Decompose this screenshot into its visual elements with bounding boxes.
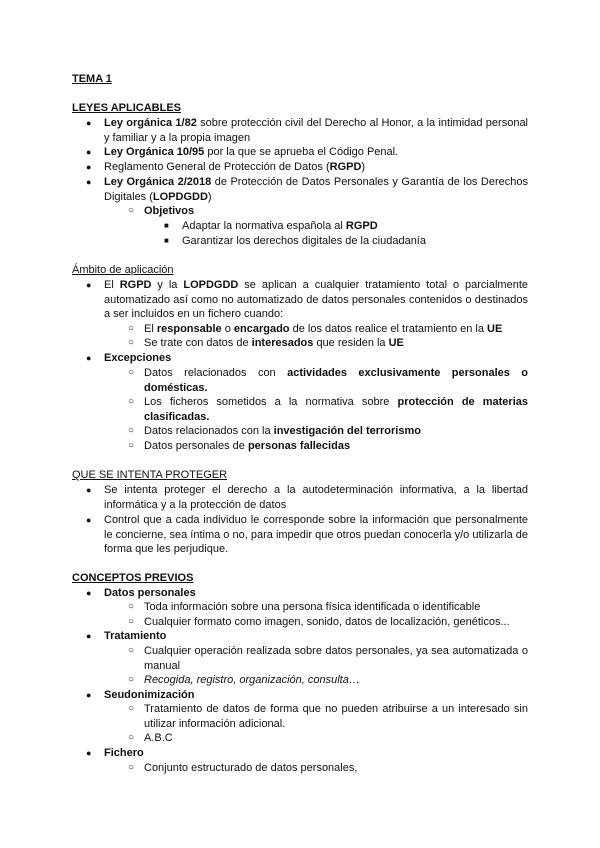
bullet-dot-icon: ● [86, 280, 92, 290]
concepto-item: Recogida, registro, organización, consulta… [144, 674, 360, 686]
bullet-dot-icon: ● [86, 353, 92, 363]
bullet-dot-icon: ● [86, 631, 92, 641]
excepcion-item: Datos relacionados con la investigación del terrorismo [144, 425, 421, 437]
seudonimizacion-label: Seudonimización [104, 689, 195, 701]
objetivo-item: Adaptar la normativa española al RGPD [182, 220, 378, 232]
bullet-circle-icon: ○ [128, 396, 135, 407]
concepto-item: Tratamiento de datos de forma que no pueden atribuirse a un interesado sin utilizar información adicional. [144, 703, 528, 730]
bullet-dot-icon: ● [86, 147, 92, 157]
excepciones-label: Excepciones [104, 352, 172, 364]
bullet-circle-icon: ○ [128, 425, 135, 436]
proteger-item: Control que a cada individuo le corresponde sobre la información que personalmente le concierne, sea íntima o no, para impedir que otros puedan conocerla y/o utilizarla de forma que les perjudique. [104, 514, 528, 555]
bullet-dot-icon: ● [86, 588, 92, 598]
bullet-dot-icon: ● [86, 118, 92, 128]
bullet-circle-icon: ○ [128, 323, 135, 334]
concepto-item: Toda información sobre una persona física identificada o identificable [144, 601, 481, 613]
tema-title: TEMA 1 [72, 73, 112, 85]
ambito-main-item: El RGPD y la LOPDGDD se aplican a cualquier tratamiento total o parcialmente automatizado así como no automatizado de datos personales contenidos o destinados a ser incluidos en un fichero cuando: [104, 279, 528, 320]
tratamiento-label: Tratamiento [104, 630, 167, 642]
bullet-circle-icon: ○ [128, 337, 135, 348]
rgpd-item: Reglamento General de Protección de Datos (RGPD) [104, 161, 366, 173]
bullet-square-icon: ■ [164, 236, 169, 245]
bullet-dot-icon: ● [86, 485, 92, 495]
objetivo-item: Garantizar los derechos digitales de la ciudadanía [182, 235, 426, 247]
concepto-item: Cualquier formato como imagen, sonido, datos de localización, genéticos... [144, 616, 510, 628]
fichero-label: Fichero [104, 747, 144, 759]
bullet-circle-icon: ○ [128, 440, 135, 451]
bullet-square-icon: ■ [164, 221, 169, 230]
bullet-circle-icon: ○ [128, 205, 135, 216]
bullet-dot-icon: ● [86, 177, 92, 187]
bullet-circle-icon: ○ [128, 732, 135, 743]
conceptos-heading: CONCEPTOS PREVIOS [72, 572, 194, 584]
bullet-circle-icon: ○ [128, 762, 135, 773]
bullet-circle-icon: ○ [128, 601, 135, 612]
bullet-circle-icon: ○ [128, 367, 135, 378]
proteger-item: Se intenta proteger el derecho a la autodeterminación informativa, a la libertad informática y a la protección de datos [104, 484, 528, 511]
bullet-dot-icon: ● [86, 748, 92, 758]
excepcion-item: Los ficheros sometidos a la normativa sobre protección de materias clasificadas. [144, 396, 528, 423]
bullet-circle-icon: ○ [128, 616, 135, 627]
bullet-dot-icon: ● [86, 162, 92, 172]
bullet-dot-icon: ● [86, 690, 92, 700]
bullet-dot-icon: ● [86, 515, 92, 525]
ley-1-82-item: Ley orgánica 1/82 sobre protección civil del Derecho al Honor, a la intimidad personal y familiar y a la propia imagen [104, 117, 529, 144]
ambito-sub-item: El responsable o encargado de los datos realice el tratamiento en la UE [144, 323, 503, 335]
leyes-heading: LEYES APLICABLES [72, 102, 181, 114]
concepto-item: Conjunto estructurado de datos personales, [144, 762, 358, 774]
lopdgdd-item: Ley Orgánica 2/2018 de Protección de Datos Personales y Garantía de los Derechos Digitales (LOPDGDD) [104, 176, 528, 203]
bullet-circle-icon: ○ [128, 674, 135, 685]
ley-10-95-item: Ley Orgánica 10/95 por la que se aprueba el Código Penal. [104, 146, 399, 158]
bullet-circle-icon: ○ [128, 645, 135, 656]
objetivos-label: Objetivos [144, 205, 195, 217]
ambito-heading: Ámbito de aplicación [72, 264, 174, 276]
proteger-heading: QUE SE INTENTA PROTEGER [72, 469, 228, 481]
bullet-circle-icon: ○ [128, 703, 135, 714]
ambito-sub-item: Se trate con datos de interesados que residen la UE [144, 337, 404, 349]
excepcion-item: Datos personales de personas fallecidas [144, 440, 351, 452]
concepto-item: A.B.C [144, 732, 173, 744]
datos-personales-label: Datos personales [104, 587, 196, 599]
concepto-item: Cualquier operación realizada sobre datos personales, ya sea automatizada o manual [144, 645, 528, 672]
excepcion-item: Datos relacionados con actividades exclusivamente personales o domésticas. [144, 367, 528, 394]
